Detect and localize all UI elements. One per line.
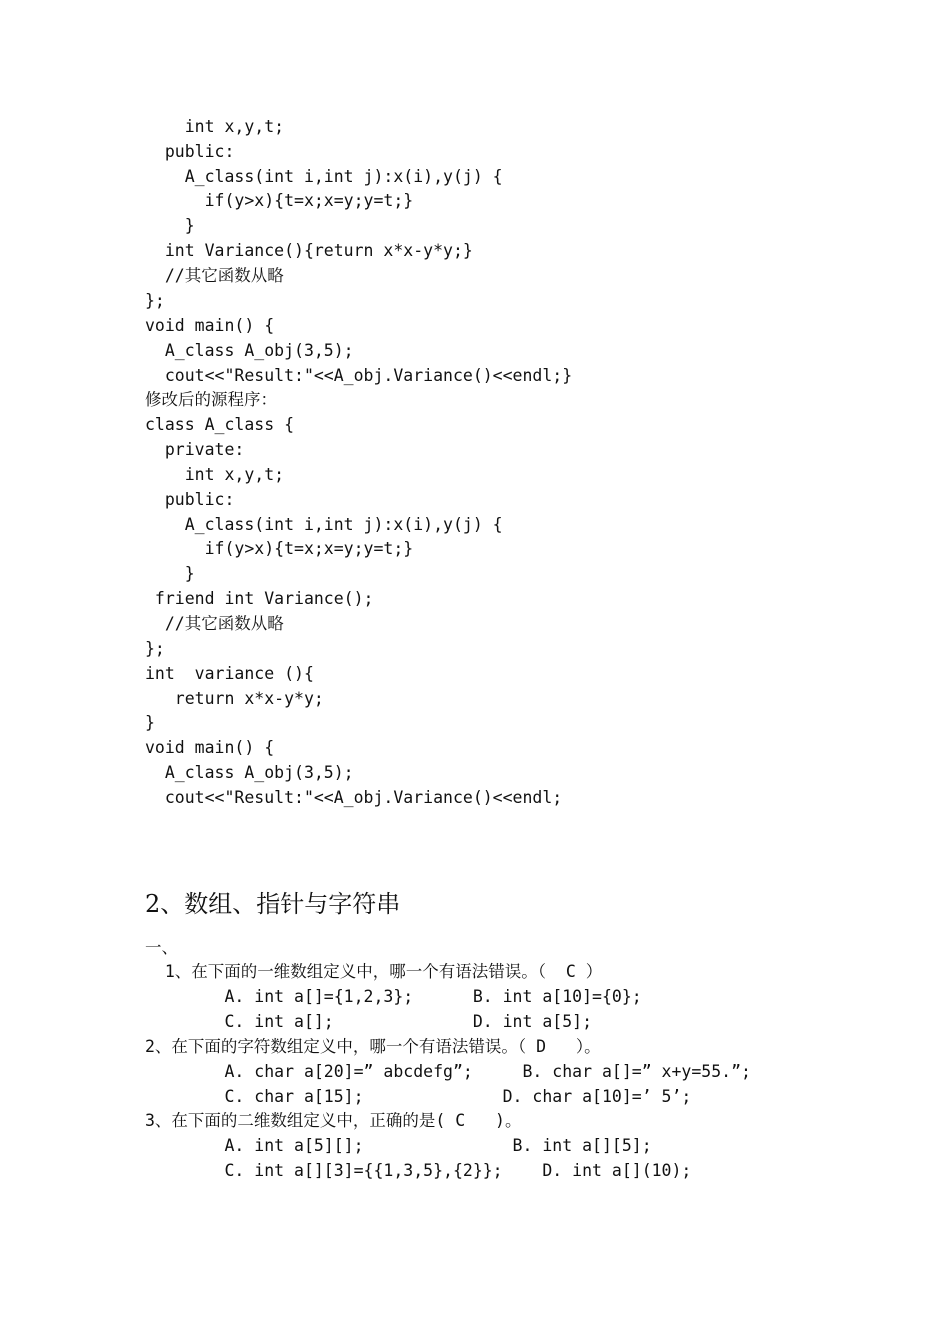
code-line: A_class(int i,int j):x(i),y(j) {: [145, 515, 503, 534]
code-line: };: [145, 291, 165, 310]
code-line: public:: [145, 490, 235, 509]
code-line: }: [145, 564, 195, 583]
question-options: C. int a[]; D. int a[5];: [145, 1012, 593, 1031]
code-line: friend int Variance();: [145, 589, 374, 608]
code-line: }: [145, 216, 195, 235]
code-line: int Variance(){return x*x-y*y;}: [145, 241, 473, 260]
question-stem: 1、在下面的一维数组定义中，哪一个有语法错误。（ C ）: [145, 962, 603, 981]
code-line: void main() {: [145, 738, 275, 757]
code-line: A_class A_obj(3,5);: [145, 341, 354, 360]
question-stem: 3、在下面的二维数组定义中，正确的是( C )。: [145, 1111, 522, 1130]
code-line: cout<<"Result:"<<A_obj.Variance()<<endl;}: [145, 366, 573, 385]
code-line: return x*x-y*y;: [145, 689, 324, 708]
question-options: C. char a[15]; D. char a[10]=’ 5’;: [145, 1087, 692, 1106]
code-line: A_class(int i,int j):x(i),y(j) {: [145, 167, 503, 186]
code-line: //其它函数从略: [145, 614, 284, 633]
modified-label: 修改后的源程序：: [145, 390, 277, 409]
question-options: A. int a[]={1,2,3}; B. int a[10]={0};: [145, 987, 642, 1006]
part-label: 一、: [145, 938, 178, 957]
code-line: };: [145, 639, 165, 658]
code-line: int variance (){: [145, 664, 314, 683]
code-line: public:: [145, 142, 235, 161]
section-title: 2、数组、指针与字符串: [145, 890, 401, 918]
code-line: int x,y,t;: [145, 465, 285, 484]
code-line: if(y>x){t=x;x=y;y=t;}: [145, 539, 414, 558]
code-line: void main() {: [145, 316, 275, 335]
question-options: C. int a[][3]={{1,3,5},{2}}; D. int a[](10);: [145, 1161, 692, 1180]
code-line: private:: [145, 440, 245, 459]
code-line: class A_class {: [145, 415, 295, 434]
question-options: A. int a[5][]; B. int a[][5];: [145, 1136, 652, 1155]
code-line: int x,y,t;: [145, 117, 285, 136]
code-line: }: [145, 713, 155, 732]
code-line: A_class A_obj(3,5);: [145, 763, 354, 782]
code-line: if(y>x){t=x;x=y;y=t;}: [145, 191, 414, 210]
question-stem: 2、在下面的字符数组定义中，哪一个有语法错误。（ D ）。: [145, 1037, 601, 1056]
question-options: A. char a[20]=” abcdefg”; B. char a[]=” x+y=55.”;: [145, 1062, 751, 1081]
code-line: cout<<"Result:"<<A_obj.Variance()<<endl;: [145, 788, 563, 807]
code-line: //其它函数从略: [145, 266, 284, 285]
